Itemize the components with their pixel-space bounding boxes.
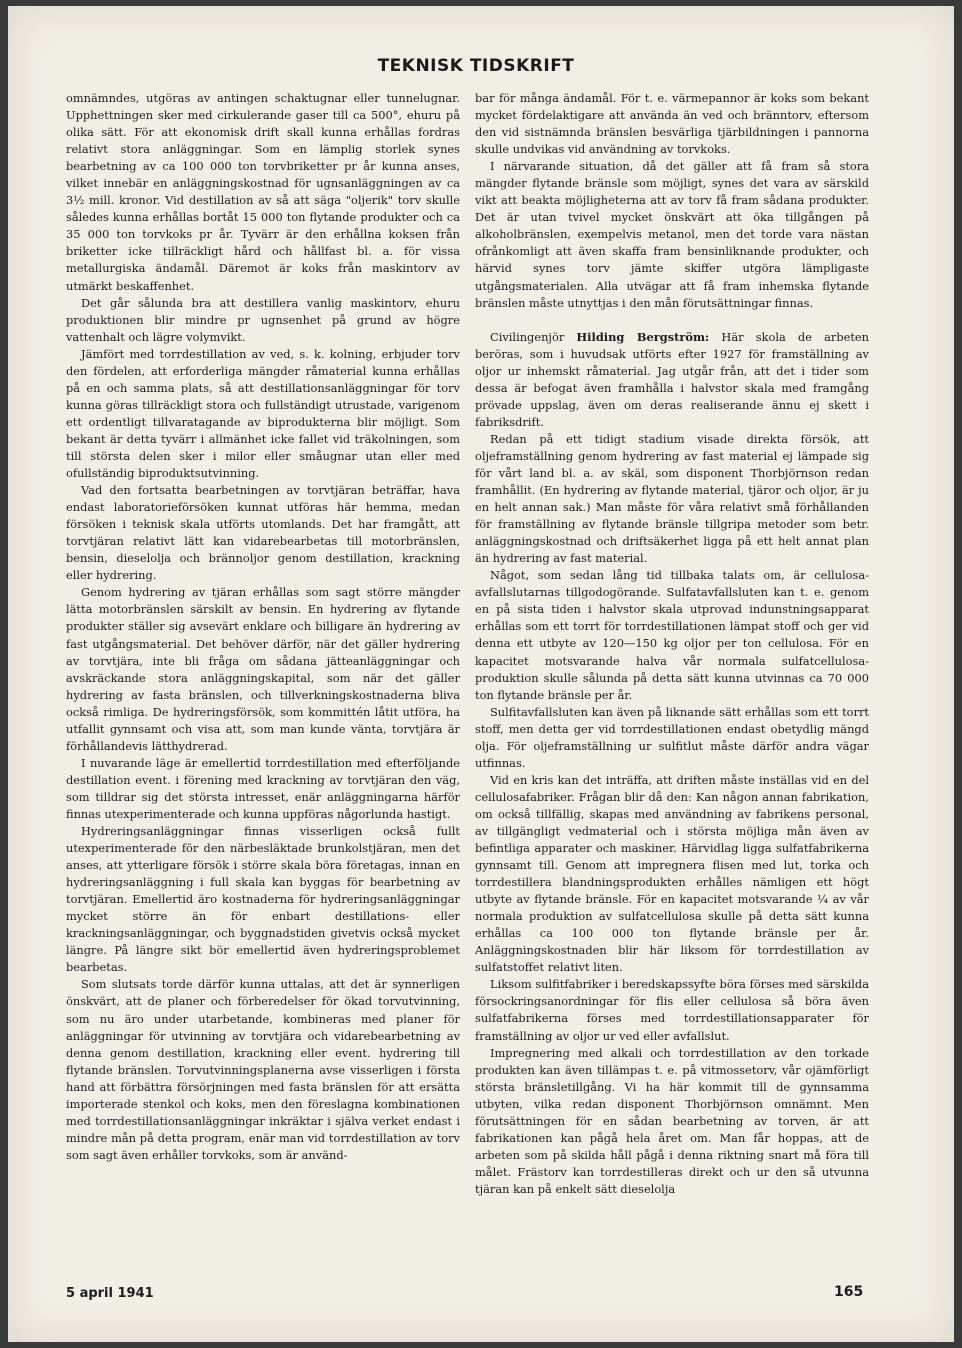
speaker-text: Här skola de arbeten beröras, som i huvudsak utförts efter 1927 för framställning av oljor ur inhemskt råmaterial. Jag utgår från, att det i tider som dessa är befogat även framhålla i halvstor skala med framgång prövade uppslag, även om deras realiserande ännu ej skett i fabriksdrift. xyxy=(475,329,869,429)
document-page xyxy=(8,6,954,1342)
paragraph: Vid en kris kan det inträffa, att driften måste inställas vid en del cellulosafabriker. Frågan blir då den: Kan någon annan fabrikation, om också tillfällig, skapas med användning av fabrikens personal, av tillgängligt vedmaterial och i största möjliga mån även av befintliga apparater och maskiner. Härvidlag ligga sulfatfabrikerna gynnsamt till. Genom att impregnera flisen med lut, torka och torrdestillera blandningsprodukten erhålles nämligen ett högt utbyte av flytande bränsle. För en kapacitet motsvarande ¼ av vår normala produktion av sulfatcellulosa skulle på detta sätt kunna erhållas ca 100 000 ton flytande bränsle per år. Anläggningskostnaden blir här liksom för torrdestillation av sulfatstoffet relativt liten. xyxy=(475,772,869,975)
paragraph: Redan på ett tidigt stadium visade direkta försök, att oljeframställning genom hydrering av fast material ej lämpade sig för vårt land bl. a. av skäl, som disponent Thorbjörnson redan framhållit. (En hydrering av flytande material, tjäror och oljor, är ju en helt annan sak.) Man måste för våra relativt små förhållanden för framställning av flytande bränsle tillgripa metoder som betr. anläggningskostnad och driftsäkerhet ligga på ett helt annat plan än hydrering av fast material. xyxy=(475,431,869,566)
paragraph: Som slutsats torde därför kunna uttalas, att det är synnerligen önskvärt, att de planer och förberedelser för ökad torvutvinning, som nu äro under utarbetande, kombineras med planer för anläggningar för utvinning av torvtjära och vidarebearbetning av denna genom destillation, krackning eller event. hydrering till flytande bränslen. Torvutvinningsplanerna avse visserligen i första hand att förbättra försörjningen med fasta bränslen för att ersätta importerade stenkol och koks, men den föreslagna kombinationen med torrdestillationsanläggningar inkräktar i själva verket endast i mindre mån på detta program, enär man vid torrdestillation av torv som sagt även erhåller torvkoks, som är använd- xyxy=(66,977,460,1162)
paragraph: Liksom sulfitfabriker i beredskapssyfte böra förses med särskilda försockringsanordningar för flis eller cellulosa så böra även sulfatfabrikerna förses med torrdestillationsapparater för framställning av oljor ur ved eller avfallslut. xyxy=(475,977,869,1043)
paragraph: Jämfört med torrdestillation av ved, s. k. kolning, erbjuder torv den fördelen, att erforderliga mängder råmaterial kunna erhållas på en och samma plats, så att destillationsanläggningar för torv kunna göras tillräckligt stora och fullständigt utrustade, varigenom ett ordentligt tillvaratagande av biprodukterna blir möjligt. Som bekant är detta tyvärr i allmänhet icke fallet vid träkolningen, som till största delen sker i milor eller småugnar utan eller med ofullständig biproduktsutvinning. xyxy=(66,346,460,481)
left-column xyxy=(66,90,460,1290)
paragraph: I närvarande situation, då det gäller att få fram så stora mängder flytande bränsle som möjligt, synes det vara av särskild vikt att beakta möjligheterna att av torv få fram sådana produkter. Det är utan tvivel mycket önskvärt att öka tillgången på alkoholbränslen, exempelvis metanol, men det torde vara nästan ofrånkomligt att även skaffa fram bensinliknande produkter, och härvid synes torv jämte skiffer utgöra lämpligaste utgångsmaterialen. Alla utvägar att få fram inhemska flytande bränslen måste utnyttjas i den mån förutsättningar finnas. xyxy=(475,159,869,310)
speaker-name: Hilding Bergström: xyxy=(576,329,710,344)
paragraph: bar för många ändamål. För t. e. värmepannor är koks som bekant mycket fördelaktigare att använda än ved och bränntorv, eftersom den vid sistnämnda bränslen besvärliga tjärbildningen i pannorna skulle undvikas vid användning av torvkoks. xyxy=(475,91,869,157)
journal-masthead: TEKNISK TIDSKRIFT xyxy=(377,56,575,76)
paragraph: Sulfitavfallsluten kan även på liknande sätt erhållas som ett torrt stoff, men detta ger vid torrdestillationen endast obetydlig mängd olja. För oljeframställning ur sulfitlut måste därför andra vägar utfinnas. xyxy=(475,704,869,770)
speaker-paragraph xyxy=(475,329,869,431)
speaker-title: Civilingenjör xyxy=(490,329,565,344)
paragraph: Något, som sedan lång tid tillbaka talats om, är cellulosa-avfallslutarnas tillgodogörande. Sulfatavfallsluten kan t. e. genom en på sista tiden i halvstor skala utprovad indunstningsapparat erhållas som ett torrt för torrdestillationen lämpat stoff och ger vid denna ett utbyte av 120—150 kg oljor per ton cellulosa. För en kapacitet motsvarande halva vår normala sulfatcellulosa-produktion skulle sålunda på detta sätt kunna utvinnas ca 70 000 ton flytande bränsle per år. xyxy=(475,568,869,702)
paragraph: Det går sålunda bra att destillera vanlig maskintorv, ehuru produktionen blir mindre pr ugnsenhet på grund av högre vattenhalt och lägre volymvikt. xyxy=(66,295,460,344)
paragraph: I nuvarande läge är emellertid torrdestillation med efterföljande destillation event. i förening med krackning av torvtjäran den väg, som tilldrar sig det största intresset, enär anläggningarna härför finnas utexperimenterade och kunna uppföras någorlunda hastigt. xyxy=(66,755,460,821)
issue-date: 5 april 1941 xyxy=(66,1286,154,1301)
paragraph: omnämndes, utgöras av antingen schaktugnar eller tunnelugnar. Upphettningen sker med cirkulerande gaser till ca 500°, ehuru på olika sätt. För att ekonomisk drift skall kunna erhållas fordras relativt stora anläggningar. Som en lämplig storlek synes bearbetning av ca 100 000 ton torvbriketter pr år kunna anses, vilket innebär en anläggningskostnad för ugnsanläggningen av ca 3½ mill. kronor. Vid destillation av så att säga "oljerik" torv skulle således kunna erhållas bortåt 15 000 ton flytande produkter och ca 35 000 ton torvkoks pr år. Tyvärr är den erhållna koksen från briketter icke tillräckligt hård och hållfast bl. a. för vissa metallurgiska ändamål. Däremot är koks från maskintorv av utmärkt beskaffenhet. xyxy=(66,91,460,293)
right-column xyxy=(475,90,869,1290)
page-number: 165 xyxy=(834,1284,864,1300)
paragraph: Hydreringsanläggningar finnas visserligen också fullt utexperimenterade för den närbesläktade brunkolstjäran, men det anses, att ytterligare försök i större skala böra företagas, innan en hydreringsanläggning i full skala kan byggas för bearbetning av torvtjäran. Emellertid äro kostnaderna för hydreringsanläggningar mycket större än för enbart destillations- eller krackningsanläggningar, och byggnadstiden givetvis också mycket längre. På längre sikt bör emellertid även hydreringsproblemet bearbetas. xyxy=(66,824,460,975)
paragraph: Genom hydrering av tjäran erhållas som sagt större mängder lätta motorbränslen särskilt av bensin. En hydrering av flytande produkter ställer sig avsevärt enklare och billigare än hydrering av fast utgångsmaterial. Det behöver därför, när det gäller hydrering av torvtjära, inte bli fråga om sådana jätteanläggningar och avskräckande stora anläggningskapital, som när det gäller hydrering av fasta bränslen, och tillverkningskostnaderna bliva också rimliga. De hydreringsförsök, som kommittén låtit utföra, ha utfallit gynnsamt och visa att, som man kunde vänta, torvtjära är förhållandevis lätthydrerad. xyxy=(66,585,460,753)
paragraph: Impregnering med alkali och torrdestillation av den torkade produkten kan även tillämpas t. e. på vitmossetorv, vår ojämförligt största bränsletillgång. Vi ha här kommit till de gynnsamma utbyten, vilka redan disponent Thorbjörnson omnämnt. Men förutsättningen för en sådan bearbetning av torven, är att fabrikationen kan pågå hela året om. Man får hoppas, att de arbeten som på skilda håll pågå i denna riktning snart må föra till målet. Frästorv kan torrdestilleras direkt och ur den så utvunna tjäran kan på enkelt sätt dieselolja xyxy=(475,1045,869,1196)
paragraph: Vad den fortsatta bearbetningen av torvtjäran beträffar, hava endast laboratorieförsöken kunnat utföras här hemma, medan försöken i teknisk skala utförts utomlands. Det har framgått, att torvtjäran relativt lätt kan vidarebearbetas till motorbränslen, bensin, dieselolja och brännoljor genom destillation, krackning eller hydrering. xyxy=(66,483,460,583)
